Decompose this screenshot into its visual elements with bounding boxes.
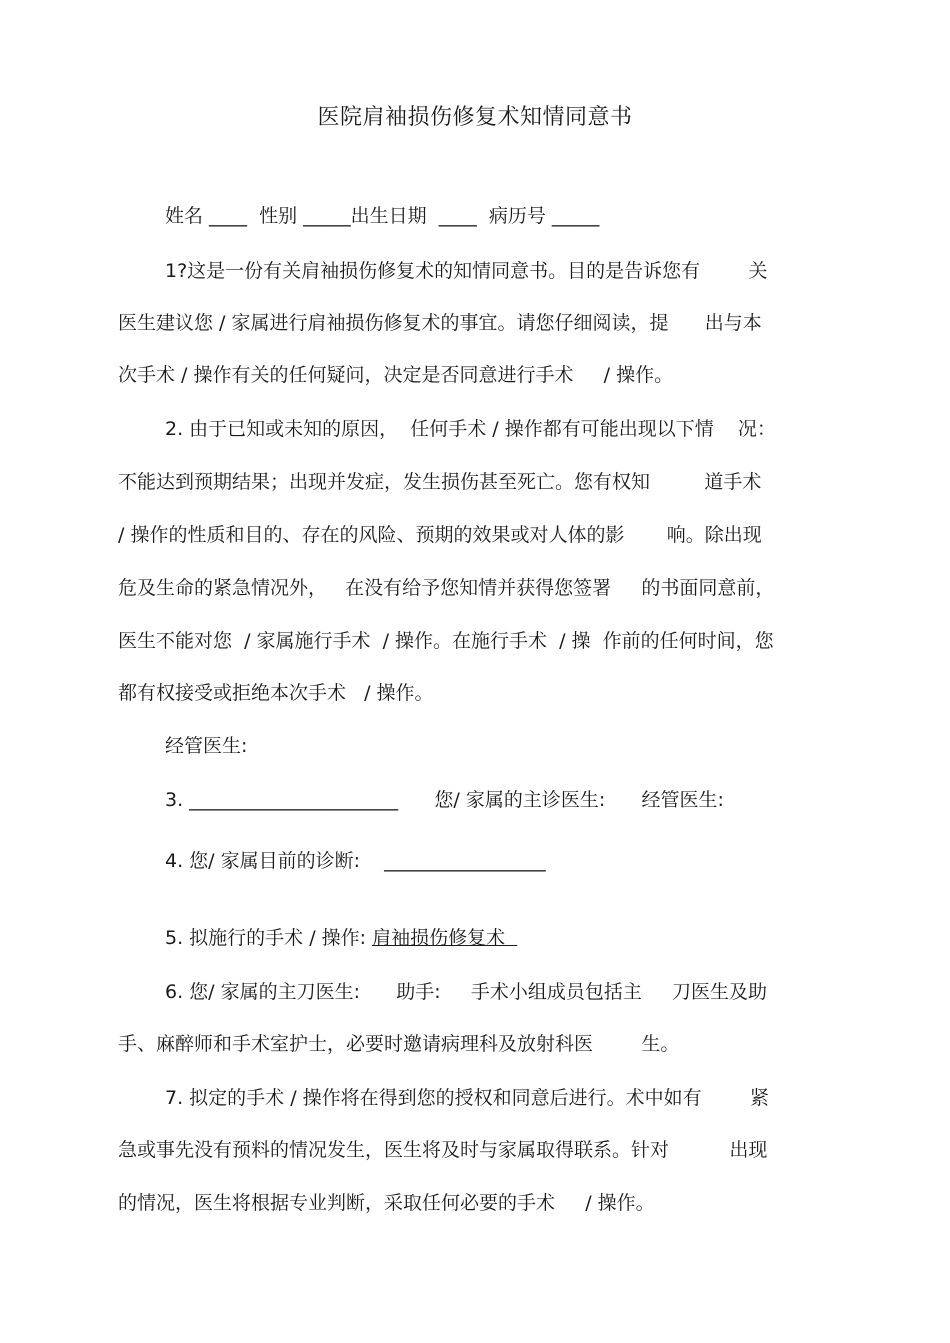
paragraph-6-line-2: 手、麻醉师和手术室护士，必要时邀请病理科及放射科医 生。 <box>118 1033 680 1055</box>
paragraph-1-line-2: 医生建议您 / 家属进行肩袖损伤修复术的事宜。请您仔细阅读，提 出与本 <box>118 312 762 334</box>
paragraph-7-line-2: 急或事先没有预料的情况发生，医生将及时与家属取得联系。针对 出现 <box>118 1139 768 1161</box>
paragraph-7-line-3: 的情况，医生将根据专业判断，采取任何必要的手术 / 操作。 <box>118 1192 655 1214</box>
paragraph-2-line-5: 医生不能对您 / 家属施行手术 / 操作。在施行手术 / 操 作前的任何时间，您 <box>118 630 774 652</box>
item-5-procedure: 肩袖损伤修复术 <box>372 927 518 949</box>
paragraph-2-line-2: 不能达到预期结果；出现并发症，发生损伤甚至死亡。您有权知 道手术 <box>118 471 762 493</box>
item-3: 3. ______________________ 您/ 家属的主诊医生: 经管医生: <box>165 789 724 811</box>
managing-doctor-label: 经管医生: <box>165 735 248 757</box>
item-5 <box>165 924 885 952</box>
paragraph-2-line-1: 2. 由于已知或未知的原因， 任何手术 / 操作都有可能出现以下情 况： <box>165 418 776 440</box>
item-5-label: 5. 拟施行的手术 / 操作: <box>165 927 373 949</box>
paragraph-2-line-4: 危及生命的紧急情况外， 在没有给予您知情并获得您签署 的书面同意前， <box>118 577 775 599</box>
paragraph-2-line-3: / 操作的性质和目的、存在的风险、预期的效果或对人体的影 响。除出现 <box>118 524 762 546</box>
paragraph-1-line-3: 次手术 / 操作有关的任何疑问，决定是否同意进行手术 / 操作。 <box>118 364 674 386</box>
paragraph-7-line-1: 7. 拟定的手术 / 操作将在得到您的授权和同意后进行。术中如有 紧 <box>165 1087 769 1109</box>
header-fields: 姓名 ____ 性别 _____出生日期 ____ 病历号 _____ <box>165 205 600 227</box>
paragraph-1-line-1: 1?这是一份有关肩袖损伤修复术的知情同意书。目的是告诉您有 关 <box>165 260 768 282</box>
item-4: 4. 您/ 家属目前的诊断: _________________ <box>165 850 546 872</box>
paragraph-6-line-1: 6. 您/ 家属的主刀医生: 助手: 手术小组成员包括主 刀医生及助 <box>165 981 768 1003</box>
paragraph-2-line-6: 都有权接受或拒绝本次手术 / 操作。 <box>118 682 434 704</box>
document-title: 医院肩袖损伤修复术知情同意书 <box>317 105 633 130</box>
